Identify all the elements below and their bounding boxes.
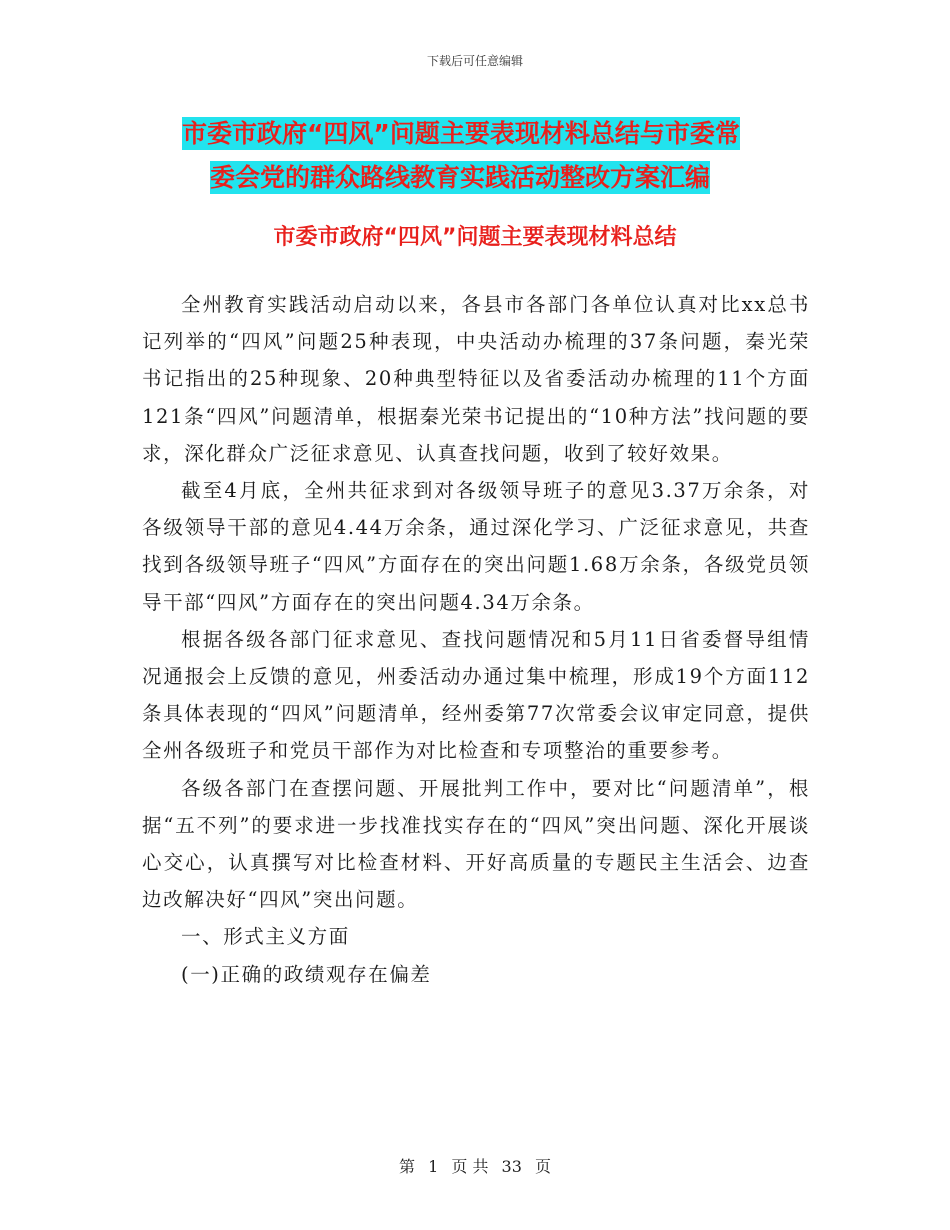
title-line-1-text: 市委市政府“四风”问题主要表现材料总结与市委常 (182, 119, 740, 148)
footer-middle: 页 共 (451, 1157, 489, 1176)
header-note: 下载后可任意编辑 (426, 54, 523, 68)
title-line-1 (182, 112, 822, 156)
section-title: 市委市政府“四风”问题主要表现材料总结 (273, 225, 677, 250)
page-footer (0, 1154, 950, 1177)
paragraph: 截至4月底，全州共征求到对各级领导班子的意见3.37万余条，对各级领导干部的意见4.44万余条，通过深化学习、广泛征求意见，共查找到各级领导班子“四风”方面存在的突出问题1.68万余条，各级党员领导干部“四风”方面存在的突出问题4.34万余条。 (142, 479, 810, 614)
paragraph: 各级各部门在查摆问题、开展批判工作中，要对比“问题清单”，根据“五不列”的要求进一步找准找实存在的“四风”突出问题、深化开展谈心交心，认真撰写对比检查材料、开好高质量的专题民主生活会、边查边改解决好“四风”突出问题。 (142, 776, 810, 912)
subsection-heading: (一)正确的政绩观存在偏差 (181, 962, 432, 986)
document-title (182, 112, 822, 200)
page-number: 1 (428, 1157, 439, 1176)
total-pages: 33 (501, 1157, 522, 1176)
paragraph: 全州教育实践活动启动以来，各县市各部门各单位认真对比xx总书记列举的“四风”问题25种表现，中央活动办梳理的37条问题，秦光荣书记指出的25种现象、20种典型特征以及省委活动办梳理的11个方面121条“四风”问题清单，根据秦光荣书记提出的“10种方法”找问题的要求，深化群众广泛征求意见、认真查找问题，收到了较好效果。 (142, 293, 810, 465)
section-heading: 一、形式主义方面 (181, 925, 350, 949)
document-body (142, 286, 810, 993)
footer-prefix: 第 (398, 1157, 415, 1176)
footer-suffix: 页 (535, 1157, 552, 1176)
title-line-2 (182, 156, 822, 200)
title-line-2-text: 委会党的群众路线教育实践活动整改方案汇编 (210, 163, 711, 192)
paragraph: 根据各级各部门征求意见、查找问题情况和5月11日省委督导组情况通报会上反馈的意见，州委活动办通过集中梳理，形成19个方面112条具体表现的“四风”问题清单，经州委第77次常委会议审定同意，提供全州各级班子和党员干部作为对比检查和专项整治的重要参考。 (142, 627, 810, 763)
